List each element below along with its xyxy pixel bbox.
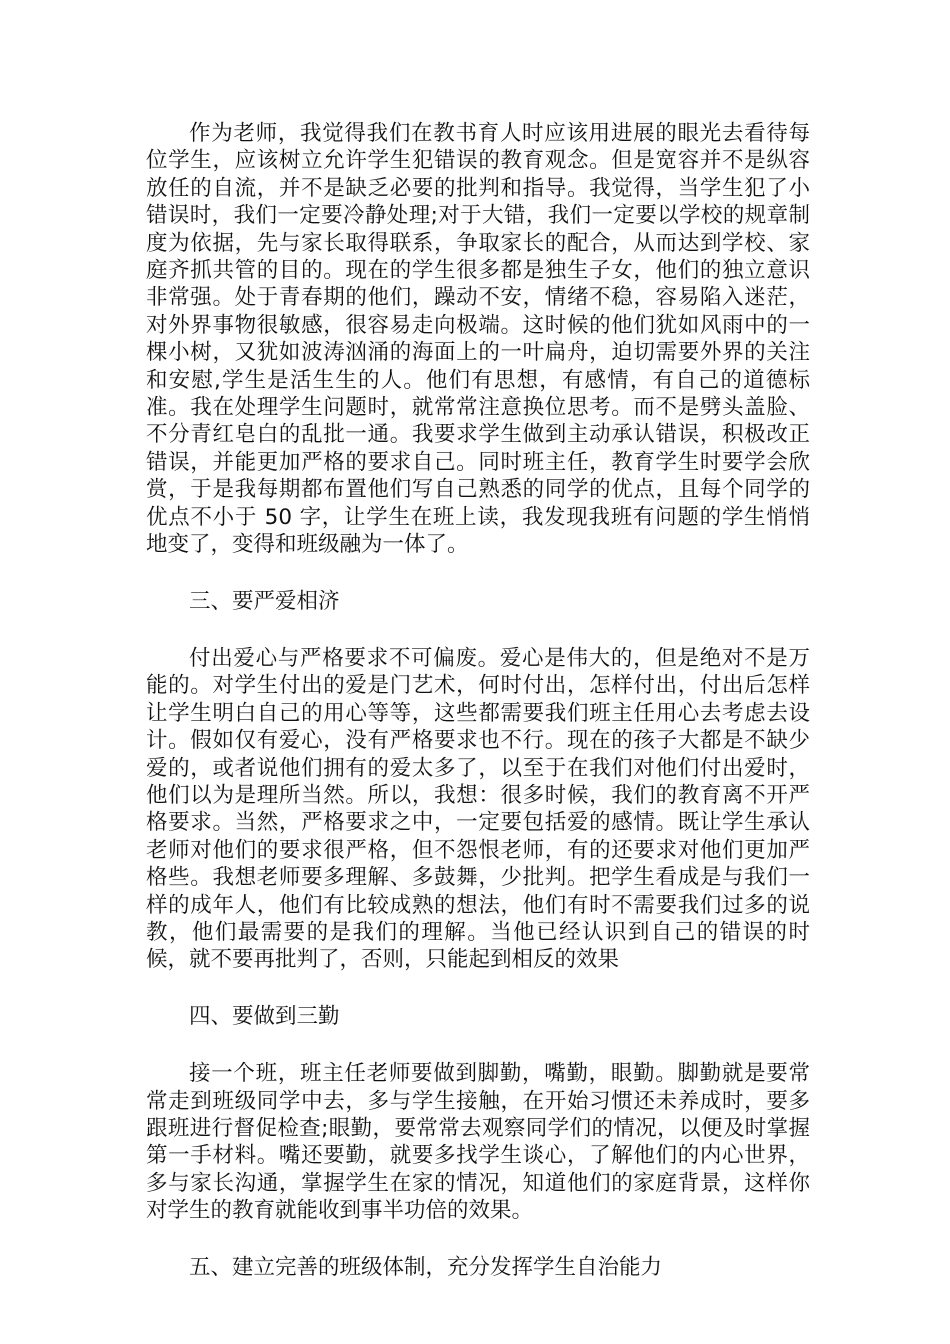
spacer [146, 615, 810, 645]
section-heading-3: 三、要严爱相济 [189, 588, 340, 614]
spacer [146, 974, 810, 1003]
document-body [146, 120, 810, 1281]
spacer [146, 559, 810, 588]
paragraph-love-and-strictness: 付出爱心与严格要求不可偏废。爱心是伟大的，但是绝对不是万能的。对学生付出的爱是门艺术，何时付出，怎样付出，付出后怎样让学生明白自己的用心等等，这些都需要我们班主任用心去考虑去设计。假如仅有爱心，没有严格要求也不行。现在的孩子大都是不缺少爱的，或者说他们拥有的爱太多了，以至于在我们对他们付出爱时，他们以为是理所当然。所以，我想：很多时候，我们的教育离不开严格要求。当然，严格要求之中，一定要包括爱的感情。既让学生承认老师对他们的要求很严格，但不怨恨老师，有的还要求对他们更加严格些。我想老师要多理解、多鼓舞，少批判。把学生看成是与我们一样的成年人，他们有比较成熟的想法，他们有时不需要我们过多的说教，他们最需要的是我们的理解。当他已经认识到自己的错误的时候，就不要再批判了，否则，只能起到相反的效果 [146, 645, 810, 973]
spacer [146, 1030, 810, 1060]
paragraph-tolerance: 作为老师，我觉得我们在教书育人时应该用进展的眼光去看待每位学生，应该树立允许学生犯错误的教育观念。但是宽容并不是纵容放任的自流，并不是缺乏必要的批判和指导。我觉得，当学生犯了小错误时，我们一定要冷静处理;对于大错，我们一定要以学校的规章制度为依据，先与家长取得联系，争取家长的配合，从而达到学校、家庭齐抓共管的目的。现在的学生很多都是独生子女，他们的独立意识非常强。处于青春期的他们，躁动不安，情绪不稳，容易陷入迷茫，对外界事物很敏感，很容易走向极端。这时候的他们犹如风雨中的一棵小树，又犹如波涛汹涌的海面上的一叶扁舟，迫切需要外界的关注和安慰,学生是活生生的人。他们有思想，有感情，有自己的道德标准。我在处理学生问题时，就常常注意换位思考。而不是劈头盖脸、不分青红皂白的乱批一通。我要求学生做到主动承认错误，积极改正错误，并能更加严格的要求自己。同时班主任，教育学生时要学会欣赏，于是我每期都布置他们写自己熟悉的同学的优点，且每个同学的优点不小于 50 字，让学生在班上读，我发现我班有问题的学生悄悄地变了，变得和班级融为一体了。 [146, 121, 810, 558]
section-heading-4: 四、要做到三勤 [189, 1003, 340, 1029]
spacer [146, 1225, 810, 1254]
paragraph-three-diligences: 接一个班，班主任老师要做到脚勤，嘴勤，眼勤。脚勤就是要常常走到班级同学中去，多与学生接触，在开始习惯还未养成时，要多跟班进行督促检查;眼勤，要常常去观察同学们的情况，以便及时掌握第一手材料。嘴还要勤，就要多找学生谈心，了解他们的内心世界，多与家长沟通，掌握学生在家的情况，知道他们的家庭背景，这样你对学生的教育就能收到事半功倍的效果。 [146, 1061, 810, 1224]
section-heading-5: 五、建立完善的班级体制，充分发挥学生自治能力 [189, 1254, 663, 1280]
